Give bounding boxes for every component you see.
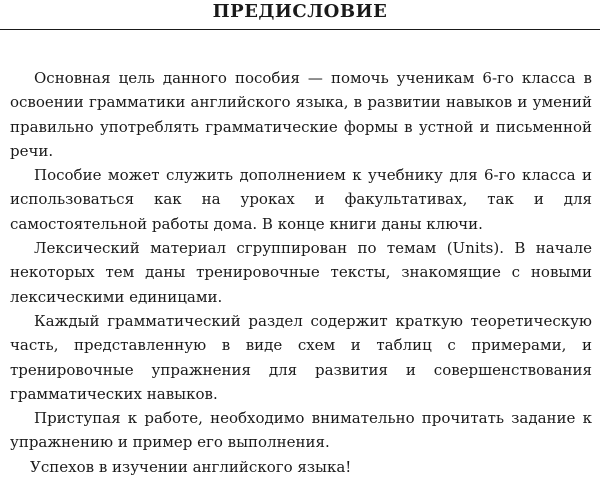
page-title: ПРЕДИСЛОВИЕ <box>212 1 388 22</box>
closing-wish: Успехов в изучении английского языка! <box>30 457 352 476</box>
paragraph-grammar-sections: Каждый грамматический раздел содержит краткую теоретическую часть, представленную в виде схем и таблиц с примерами, и тренировочные упражнения для развития и совершенствования грамматических навыков. <box>10 311 592 403</box>
paragraph-purpose: Основная цель данного пособия — помочь ученикам 6-го класса в освоении грамматики английского языка, в развитии навыков и умений правильно употреблять грамматические формы в устной и письменной речи. <box>10 69 592 160</box>
preface-body <box>10 66 592 479</box>
paragraph-lexical-material: Лексический материал сгруппирован по темам (Units). В начале некоторых тем даны тренировочные тексты, знакомящие с новыми лексическими единицами. <box>10 239 592 306</box>
title-divider <box>0 29 600 30</box>
paragraph-usage: Пособие может служить дополнением к учебнику для 6-го класса и использоваться как на уроках и факультативах, так и для самостоятельной работы дома. В конце книги даны ключи. <box>10 166 592 233</box>
paragraph-instructions: Приступая к работе, необходимо внимательно прочитать задание к упражнению и пример его выполнения. <box>10 409 592 452</box>
